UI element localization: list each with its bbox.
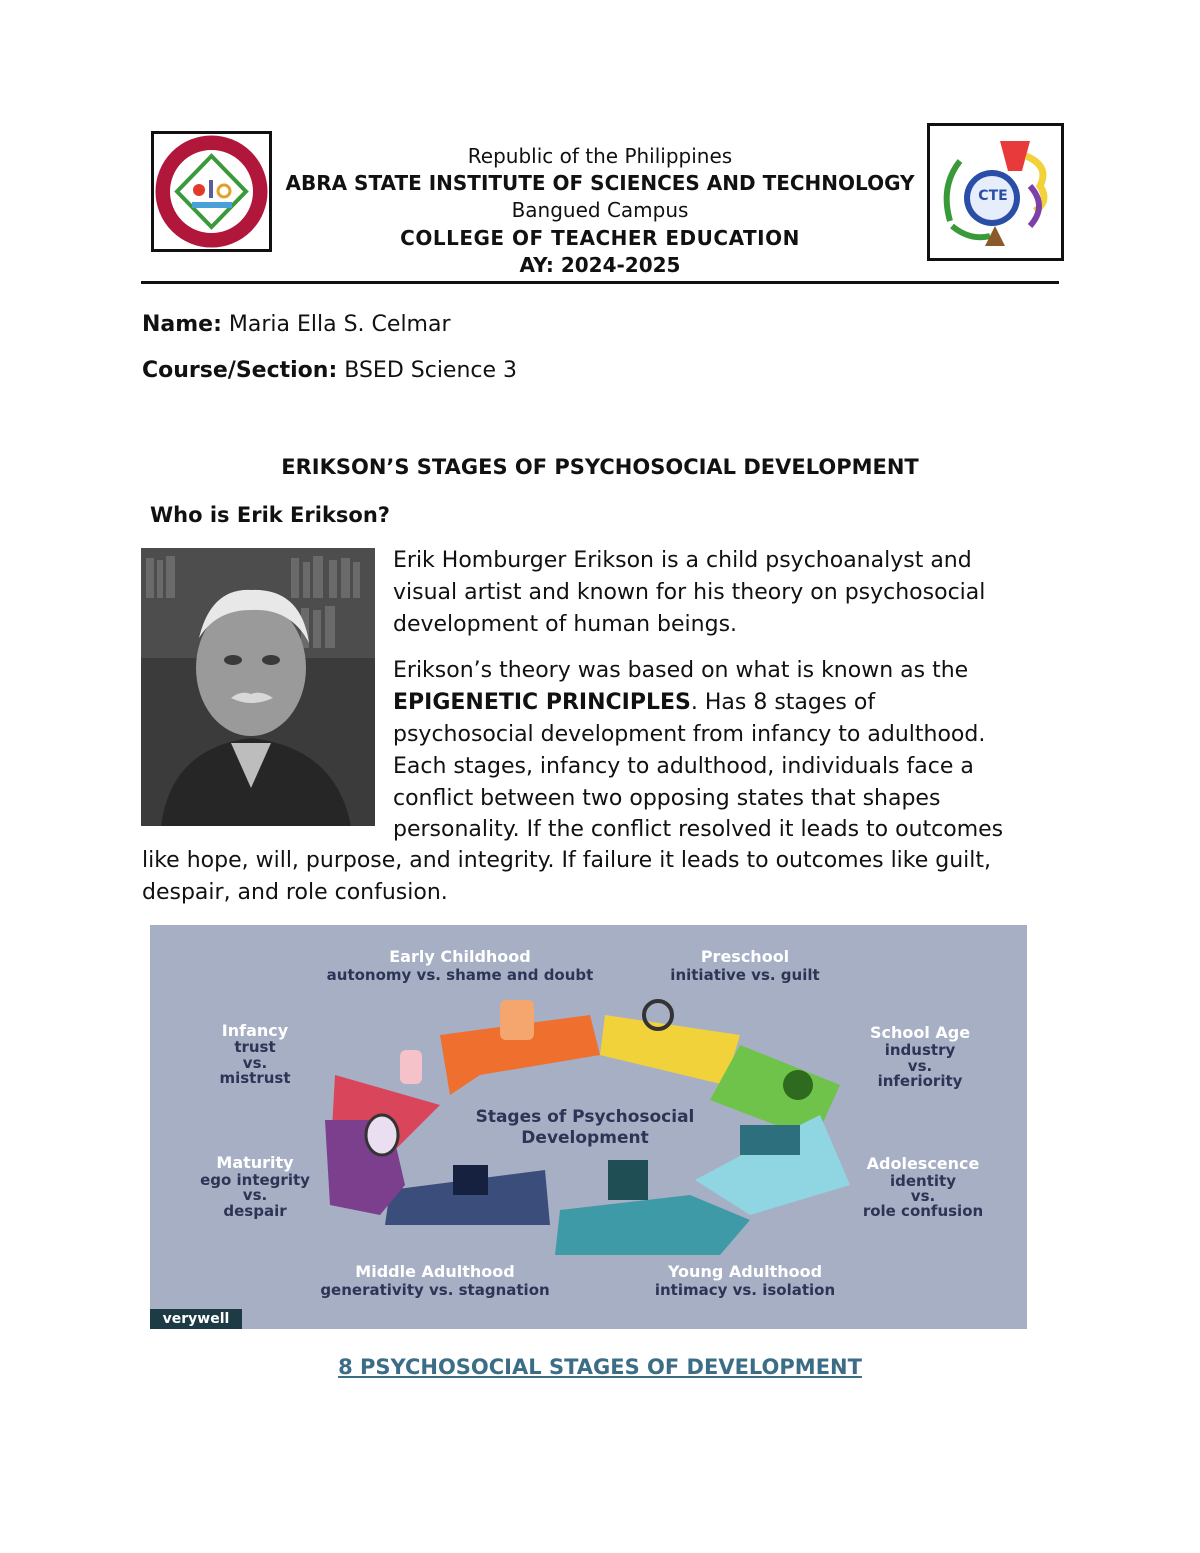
header-academic-year: AY: 2024-2025 bbox=[519, 253, 681, 277]
paragraph-1-line-2: visual artist and known for his theory on psychosocial bbox=[393, 580, 986, 605]
stage-label-infancy: Infancy bbox=[221, 1021, 289, 1040]
header-college: COLLEGE OF TEACHER EDUCATION bbox=[400, 226, 800, 250]
paragraph-2-line-8: despair, and role confusion. bbox=[142, 880, 448, 905]
header-text-block bbox=[270, 140, 930, 280]
stage-label-school-age: School Age bbox=[869, 1023, 971, 1042]
house-icon bbox=[453, 1165, 488, 1195]
stage-label-early-childhood: Early Childhood bbox=[389, 947, 531, 966]
toilet-icon bbox=[500, 1000, 534, 1040]
stage-desc-adolescence-1: identity bbox=[890, 1172, 956, 1190]
infographic-center-title-1: Stages of Psychosocial bbox=[475, 1107, 695, 1127]
stage-desc-young-adulthood: intimacy vs. isolation bbox=[654, 1281, 836, 1299]
stage-desc-infancy-3: mistrust bbox=[219, 1069, 291, 1087]
header-country: Republic of the Philippines bbox=[467, 144, 733, 168]
stage-desc-school-age-2: vs. bbox=[907, 1057, 933, 1075]
paragraph-2-line-2-rest: . Has 8 stages of bbox=[690, 690, 876, 715]
college-logo-text: CTE bbox=[978, 188, 1008, 204]
section-subheading: Who is Erik Erikson? bbox=[150, 503, 390, 527]
verywell-brand: verywell bbox=[150, 1309, 242, 1329]
stage-desc-preschool: initiative vs. guilt bbox=[670, 966, 820, 984]
couple-icon bbox=[608, 1160, 648, 1200]
stage-desc-adolescence-3: role confusion bbox=[862, 1202, 984, 1220]
epigenetic-principles-term: EPIGENETIC PRINCIPLES bbox=[393, 690, 691, 715]
paragraph-2-line-2 bbox=[393, 690, 875, 715]
stage-label-maturity: Maturity bbox=[216, 1153, 294, 1172]
stage-desc-maturity-2: vs. bbox=[242, 1186, 268, 1204]
student-name-label: Name: bbox=[142, 312, 222, 337]
stage-desc-infancy-2: vs. bbox=[242, 1054, 268, 1072]
stage-desc-adolescence-2: vs. bbox=[910, 1187, 936, 1205]
header-campus: Bangued Campus bbox=[511, 198, 689, 222]
stage-desc-early-childhood: autonomy vs. shame and doubt bbox=[326, 966, 594, 984]
stage-label-preschool: Preschool bbox=[700, 947, 790, 966]
stage-desc-maturity-3: despair bbox=[223, 1202, 287, 1220]
stage-label-young-adulthood: Young Adulthood bbox=[667, 1262, 823, 1281]
stage-desc-maturity-1: ego integrity bbox=[200, 1171, 310, 1189]
course-section-field bbox=[142, 358, 517, 383]
stage-label-middle-adulthood: Middle Adulthood bbox=[355, 1262, 515, 1281]
apple-icon bbox=[783, 1070, 813, 1100]
document-title: ERIKSON’S STAGES OF PSYCHOSOCIAL DEVELOPMENT bbox=[281, 455, 919, 479]
stage-desc-middle-adulthood: generativity vs. stagnation bbox=[320, 1281, 550, 1299]
course-section-label: Course/Section: bbox=[142, 358, 338, 383]
stage-desc-school-age-3: inferiority bbox=[877, 1072, 963, 1090]
paragraph-1-line-1: Erik Homburger Erikson is a child psychoanalyst and bbox=[393, 548, 972, 573]
student-name-field bbox=[142, 312, 451, 337]
paragraph-2-line-1: Erikson’s theory was based on what is known as the bbox=[393, 658, 969, 683]
student-name-value: Maria Ella S. Celmar bbox=[221, 312, 451, 337]
people-group-icon bbox=[740, 1125, 800, 1155]
stages-wheel bbox=[150, 925, 1027, 1329]
paragraph-1-line-3: development of human beings. bbox=[393, 612, 738, 637]
paragraph-2-line-6: personality. If the conflict resolved it leads to outcomes bbox=[393, 817, 1004, 842]
header-institution: ABRA STATE INSTITUTE OF SCIENCES AND TECHNOLOGY bbox=[285, 171, 915, 195]
erik-erikson-photo bbox=[141, 548, 375, 826]
paragraph-2-line-3: psychosocial development from infancy to adulthood. bbox=[393, 722, 986, 747]
stage-desc-infancy-1: trust bbox=[234, 1038, 276, 1056]
paragraph-2-line-5: conflict between two opposing states that shapes bbox=[393, 786, 941, 811]
college-logo bbox=[927, 123, 1064, 261]
psychosocial-stages-infographic bbox=[150, 925, 1027, 1329]
institution-logo bbox=[151, 131, 272, 252]
baby-bottle-icon bbox=[400, 1050, 422, 1084]
mirror-icon bbox=[366, 1115, 398, 1155]
infographic-center-title-2: Development bbox=[521, 1128, 649, 1148]
segment-young-adulthood bbox=[555, 1195, 750, 1255]
paragraph-2-line-7: like hope, will, purpose, and integrity. If failure it leads to outcomes like guilt, bbox=[142, 848, 992, 873]
stage-label-adolescence: Adolescence bbox=[866, 1154, 980, 1173]
stage-desc-school-age-1: industry bbox=[884, 1041, 956, 1059]
paragraph-2-line-4: Each stages, infancy to adulthood, individuals face a bbox=[393, 754, 974, 779]
header-divider bbox=[141, 281, 1059, 284]
course-section-value: BSED Science 3 bbox=[337, 358, 518, 383]
stages-section-title: 8 PSYCHOSOCIAL STAGES OF DEVELOPMENT bbox=[338, 1355, 862, 1379]
